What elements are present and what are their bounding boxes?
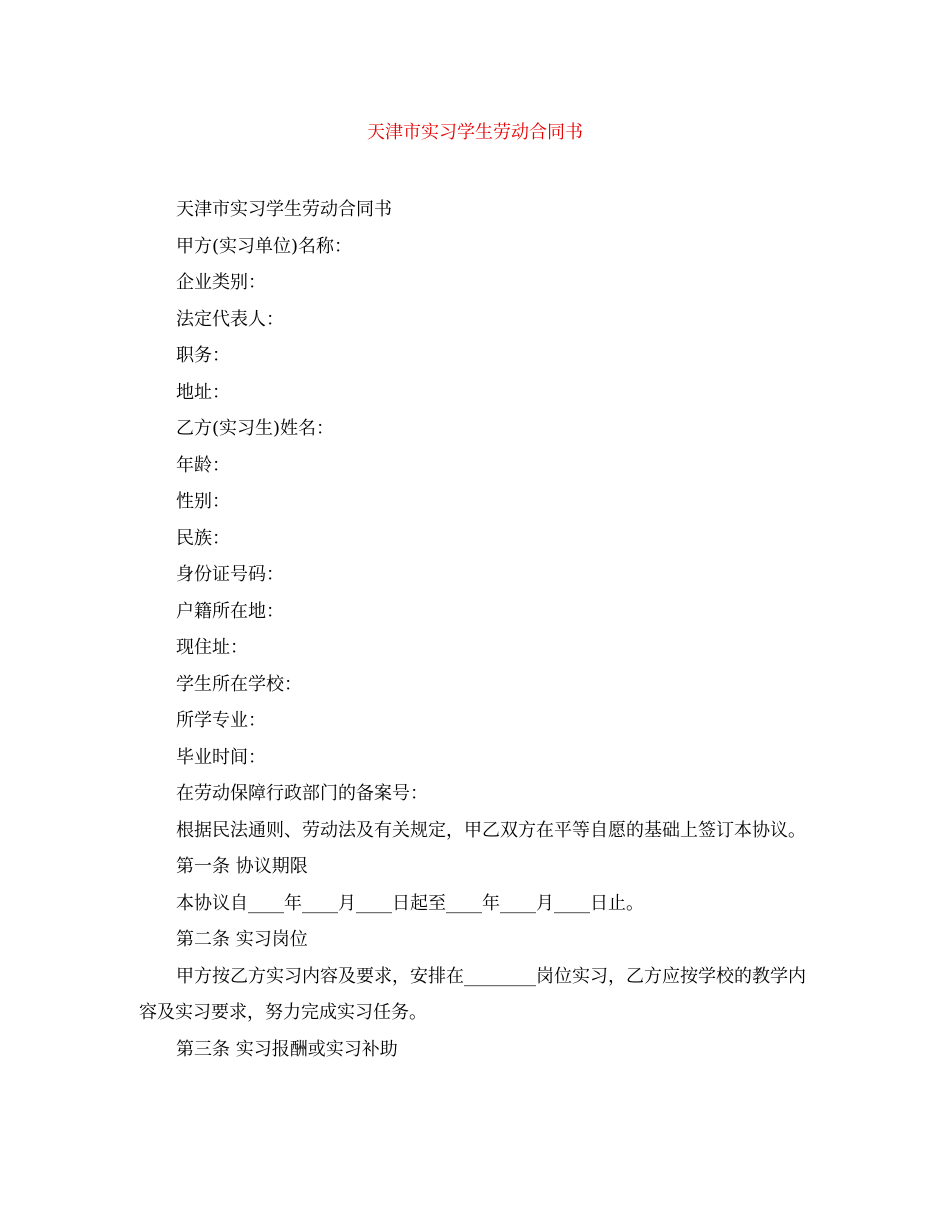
paragraph-article-1-body: 本协议自____年____月____日起至____年____月____日止。: [176, 892, 644, 914]
paragraph-party-a-name: 甲方(实习单位)名称：: [176, 235, 353, 257]
paragraph-id-number: 身份证号码：: [176, 564, 284, 585]
paragraph-party-b-name: 乙方(实习生)姓名：: [176, 418, 335, 439]
document-title: 天津市实习学生劳动合同书: [367, 122, 583, 143]
paragraph-ethnicity: 民族：: [176, 527, 230, 549]
paragraph-article-3-heading: 第三条 实习报酬或实习补助: [176, 1038, 398, 1060]
paragraph-graduation-time: 毕业时间：: [176, 746, 266, 768]
paragraph-legal-representative: 法定代表人：: [176, 308, 284, 330]
paragraph-school: 学生所在学校：: [176, 673, 302, 695]
document-body: [139, 192, 814, 1068]
paragraph-household-registration: 户籍所在地：: [176, 600, 284, 622]
paragraph-current-address: 现住址：: [176, 637, 248, 658]
paragraph-preamble: 根据民法通则、劳动法及有关规定，甲乙双方在平等自愿的基础上签订本协议。: [176, 819, 806, 841]
paragraph-enterprise-type: 企业类别：: [176, 272, 266, 293]
paragraph-article-2-heading: 第二条 实习岗位: [176, 929, 308, 950]
paragraph-heading-repeat: 天津市实习学生劳动合同书: [176, 199, 392, 220]
paragraph-address: 地址：: [176, 381, 230, 403]
paragraph-gender: 性别：: [176, 491, 230, 512]
paragraph-major: 所学专业：: [176, 710, 266, 731]
paragraph-position: 职务：: [176, 345, 230, 366]
paragraph-filing-number: 在劳动保障行政部门的备案号：: [176, 783, 428, 804]
paragraph-age: 年龄：: [176, 454, 230, 476]
paragraph-article-1-heading: 第一条 协议期限: [176, 856, 308, 877]
paragraph-article-2-body: 甲方按乙方实习内容及要求，安排在________岗位实习，乙方应按学校的教学内容及实习要求，努力完成实习任务。: [139, 965, 806, 1023]
